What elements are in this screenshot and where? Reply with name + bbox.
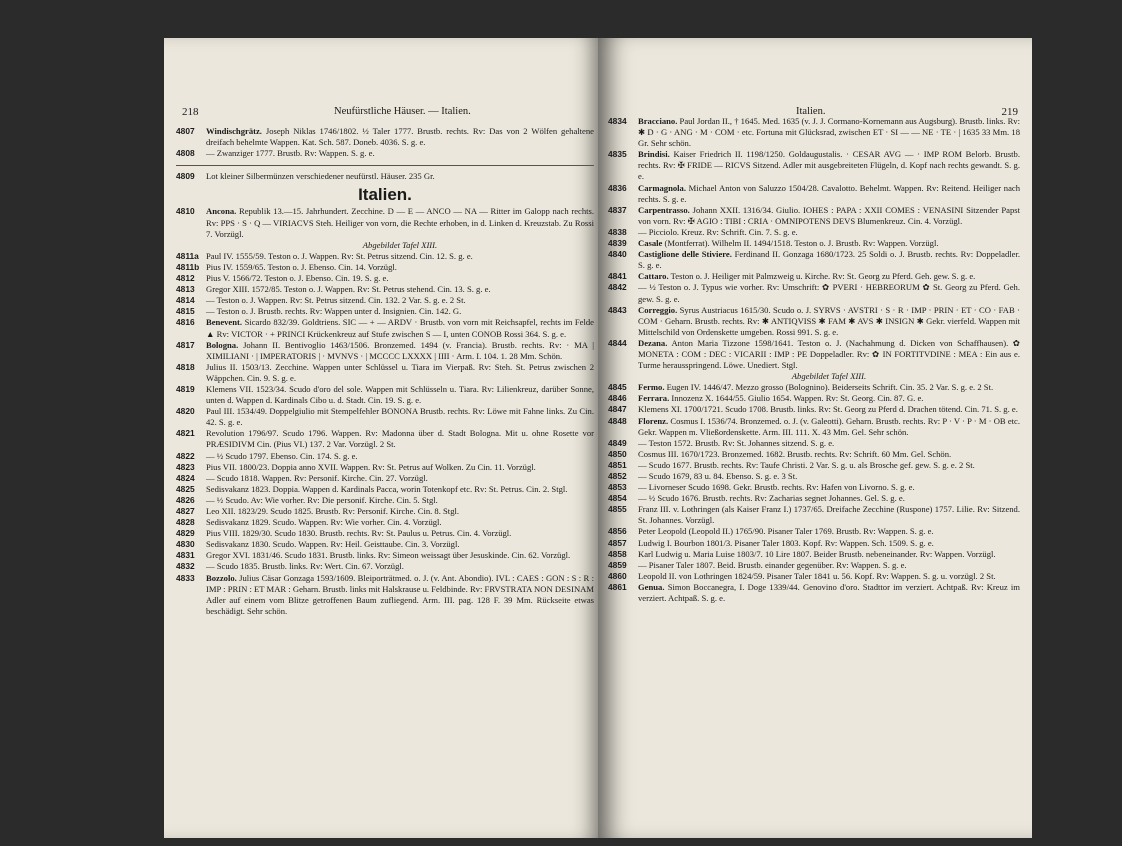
entry-text: Lot kleiner Silbermünzen verschiedener neufürstl. Häuser. 235 Gr. [206,171,435,182]
catalog-entry [608,271,1020,282]
catalog-entry [608,493,1020,504]
lot-number: 4824 [176,472,195,483]
lot-number: 4808 [176,148,195,159]
lot-number: 4816 [176,317,195,328]
right-page-number: 219 [1001,106,1018,118]
catalog-entry [176,284,594,295]
catalog-entry [608,338,1020,382]
catalog-entry [176,340,594,362]
lot-number: 4839 [608,238,627,249]
catalog-entry [176,306,594,317]
lot-number: 4832 [176,561,195,572]
entry-text: — Livorneser Scudo 1698. Gekr. Brustb. rechts. Rv: Hafen von Livorno. S. g. e. [638,482,915,493]
entry-text: Julius Cäsar Gonzaga 1593/1609. Bleiporträtmed. o. J. (v. Ant. Abondio). IVL : CAES : GON : S : R : IMP : PRIN : ET MAR : Geharn. Brustb. links mit Halskrause u. Feldbinde. Rv: FRVSTRATA NON DESINAM Adler auf einem vom Blitze getroffenen Baum zufliegend. Arm. III. pag. 128 F. 39 Mm. Rückseite etwas beschädigt. Sehr schön. [206,572,594,616]
lot-number: 4823 [176,461,195,472]
lot-number: 4813 [176,284,195,295]
catalog-entry [608,471,1020,482]
catalog-entry [176,528,594,539]
catalog-entry [176,206,594,250]
catalog-entry [176,561,594,572]
place-heading: Dezana. [638,337,668,348]
entry-text: Michael Anton von Saluzzo 1504/28. Cavalotto. Behelmt. Wappen. Rv: Reitend. Heiliger nach rechts. S. g. e. [638,182,1020,204]
lot-number: 4842 [608,282,627,293]
catalog-entry [608,382,1020,393]
entry-text: Joseph Niklas 1746/1802. ½ Taler 1777. Brustb. rechts. Rv: Das von 2 Wölfen gehaltene dreifach behelmte Wappen. Kat. Sch. 587. Doneb. 4036. S. g. e. [206,126,594,148]
catalog-entry [176,171,594,182]
place-heading: Bozzolo. [206,572,237,583]
lot-number: 4814 [176,295,195,306]
lot-number: 4855 [608,504,627,515]
entry-text: Paul III. 1534/49. Doppelgiulio mit Stempelfehler BONONA Brustb. rechts. Rv: Löwe mit Fahne links. Zu Cin. 42. S. g. e. [206,406,594,428]
left-page-number: 218 [182,106,199,118]
catalog-entry [176,273,594,284]
catalog-entry [176,384,594,406]
entry-text: — ½ Teston o. J. Typus wie vorher. Rv: Umschrift: ✿ PVERI · HEBREORUM ✿ St. Georg zu Pferd. Geh. gew. S. g. e. [638,282,1020,304]
entry-text: — ½ Scudo 1676. Brustb. rechts. Rv: Zacharias segnet Johannes. Gel. S. g. e. [638,493,905,504]
lot-number: 4856 [608,526,627,537]
catalog-entry [176,251,594,262]
catalog-entry [176,473,594,484]
entry-text: Sedisvakanz 1829. Scudo. Wappen. Rv: Wie vorher. Cin. 4. Vorzügl. [206,517,442,528]
entry-text: Eugen IV. 1446/47. Mezzo grosso (Bolognino). Beiderseits Schrift. Cin. 35. 2 Var. S. g. e. 2 St. [666,382,994,393]
place-heading: Carpentrasso. [638,204,690,215]
lot-number: 4859 [608,559,627,570]
entry-text: Karl Ludwig u. Maria Luise 1803/7. 10 Lire 1807. Beider Brustb. nebeneinander. Rv: Wappen. Vorzügl. [638,548,996,559]
place-heading: Casale [638,238,663,249]
catalog-entry [608,560,1020,571]
entry-text: Paul Jordan II., † 1645. Med. 1635 (v. J. J. Cormano-Kornemann aus Augsburg). Brustb. links. Rv: ✱ D · G · ANG · M · COM · etc. Fortuna mit Glücksrad, zwischen ET · SI — — NE · TE · | 1635 33 Mm. 18 Gr. Sehr schön. [638,116,1020,149]
right-entries [608,116,1020,604]
lot-number: 4835 [608,149,627,160]
lot-number: 4821 [176,428,195,439]
lot-number: 4848 [608,415,627,426]
catalog-entry [176,517,594,528]
lot-number: 4847 [608,404,627,415]
lot-number: 4857 [608,537,627,548]
catalog-entry [176,317,594,339]
catalog-entry [608,282,1020,304]
entry-text: — Teston o. J. Brustb. rechts. Rv: Wappen unter d. Insignien. Cin. 142. G. [206,306,462,317]
lot-number: 4826 [176,494,195,505]
place-heading: Genua. [638,581,665,592]
catalog-entry [176,462,594,473]
catalog-entry [176,550,594,561]
lot-number: 4807 [176,126,195,136]
lot-number: 4850 [608,448,627,459]
catalog-entry [176,428,594,450]
entry-text: — Pisaner Taler 1807. Beid. Brustb. einander gegenüber. Rv: Wappen. S. g. e. [638,559,907,570]
entry-text: Innozenz X. 1644/55. Giulio 1654. Wappen. Rv: St. Georg. Cin. 87. G. e. [671,393,924,404]
entry-text: Sedisvakanz 1830. Scudo. Wappen. Rv: Heil. Geisttaube. Cin. 3. Vorzügl. [206,539,460,550]
lot-number: 4811a [176,250,199,261]
lot-number: 4830 [176,539,195,550]
entry-text: — Scudo 1818. Wappen. Rv: Personif. Kirche. Cin. 27. Vorzügl. [206,472,428,483]
catalog-entry [608,305,1020,338]
entry-text: Gregor XVI. 1831/46. Scudo 1831. Brustb. links. Rv: Simeon weissagt über Jesuskinde. Cin. 62. Vorzügl. [206,550,571,561]
catalog-entry [176,148,594,159]
lot-number: 4843 [608,304,627,315]
catalog-entry [608,227,1020,238]
lot-number: 4810 [176,206,195,217]
entry-text: Cosmus III. 1670/1723. Bronzemed. 1682. Brustb. rechts. Rv: Schrift. 60 Mm. Gel. Schön. [638,448,952,459]
entry-text: Republik 13.—15. Jahrhundert. Zecchine. D — E — ANCO — NA — Ritter im Galopp nach rechts. Rv: PPS · S · Q — VIRIACVS Steh. Heiliger von vorn, die Rechte erhoben, in d. Linken d. Kreuzstab. Zu Rossi 7. Vorzügl. [206,206,594,239]
right-running-title: Italien. [796,106,826,117]
entry-text: Klemens VII. 1523/34. Scudo d'oro del sole. Wappen mit Schlüsseln u. Tiara. Rv: Lilienkreuz, darüber Sonne, unten d. Wappen d. Kardinals Cibo u. d. Stadt. Cin. 19. S. g. e. [206,383,594,406]
entry-text: Sicardo 832/39. Goldtriens. SIC — + — ARDV · Brustb. von vorn mit Reichsapfel, rechts im Felde ▲ Rv: VICTOR · + PRINCI Krückenkreuz auf Stufe zwischen S — I, unten CONOB Rossi 364. S. g. e. [206,317,594,339]
entry-text: — ½ Scudo 1797. Ebenso. Cin. 174. S. g. e. [206,450,358,461]
lot-number: 4846 [608,393,627,404]
catalog-entry [608,416,1020,438]
catalog-entry [608,460,1020,471]
catalog-entry [176,295,594,306]
entry-text: Pius IV. 1559/65. Teston o. J. Ebenso. Cin. 14. Vorzügl. [206,261,397,272]
catalog-entry [608,183,1020,205]
right-page [598,38,1032,838]
entry-text: Cosmus I. 1536/74. Bronzemed. o. J. (v. Galeotti). Geharn. Brustb. rechts. Rv: P · V · P · M · OB etc. Gekr. Wappen m. Vließordenskette. Arm. III. 111. X. 43 Mm. Gel. Sehr schön. [638,415,1020,437]
place-heading: Windischgrätz. [206,126,262,136]
entry-text: Julius II. 1503/13. Zecchine. Wappen unter Schlüssel u. Tiara im Vierpaß. Rv: Steh. St. Petrus zwischen 2 Wäppchen. Cin. 9. S. g. e. [206,361,594,383]
entry-text: Leopold II. von Lothringen 1824/59. Pisaner Taler 1841 u. 56. Kopf. Rv: Wappen. S. g. u. vorzügl. 2 St. [638,570,996,581]
catalog-entry [176,406,594,428]
lot-number: 4831 [176,550,195,561]
lot-number: 4844 [608,337,627,348]
entry-text: Leo XII. 1823/29. Scudo 1825. Brustb. Rv: Personif. Kirche. Cin. 8. Stgl. [206,506,460,516]
lot-number: 4822 [176,450,195,461]
plate-reference: Abgebildet Tafel XIII. [791,371,867,382]
entry-text: Kaiser Friedrich II. 1198/1250. Goldaugustalis. · CESAR AVG — · IMP ROM Belorb. Brustb. rechts. Rv: ✠ FRIDE — RICVS Sitzend. Adler mit ausgebreiteten Flügeln, d. Kopf nach rechts gewandt. S. g. e. [638,149,1020,182]
entry-text: — Teston 1572. Brustb. Rv: St. Johannes sitzend. S. g. e. [638,437,835,448]
catalog-entry [176,506,594,517]
lot-number: 4860 [608,570,627,581]
catalog-entry [176,539,594,550]
entry-text: — Teston o. J. Wappen. Rv: St. Petrus sitzend. Cin. 132. 2 Var. S. g. e. 2 St. [206,295,466,306]
place-heading: Brindisi. [638,149,670,160]
entry-text: Pius VIII. 1829/30. Scudo 1830. Brustb. rechts. Rv: St. Paulus u. Petrus. Cin. 4. Vorzügl. [206,528,512,539]
catalog-entry [608,582,1020,604]
lot-number: 4841 [608,271,627,282]
left-running-title: Neufürstliche Häuser. — Italien. [334,106,471,117]
left-entries-a [176,126,594,159]
lot-number: 4852 [608,471,627,481]
catalog-entry [176,262,594,273]
catalog-entry [608,116,1020,149]
entry-text: — Scudo 1835. Brustb. links. Rv: Wert. Cin. 67. Vorzügl. [206,561,404,572]
entry-text: Franz III. v. Lothringen (als Kaiser Franz I.) 1737/65. Dreifache Zecchine (Ruspone) 1757. Lilie. Rv: Sitzend. St. Johannes. Vorzügl. [638,504,1020,526]
place-heading: Castiglione delle Stiviere. [638,249,732,260]
lot-number: 4811b [176,261,200,272]
entry-text: — Zwanziger 1777. Brustb. Rv: Wappen. S. g. e. [206,148,375,159]
entry-text: Pius VII. 1800/23. Doppia anno XVII. Wappen. Rv: St. Petrus auf Wolken. Zu Cin. 11. Vorzügl. [206,461,536,472]
place-heading: Ferrara. [638,393,670,404]
place-heading: Correggio. [638,304,678,315]
catalog-entry [608,438,1020,449]
lot-number: 4819 [176,383,195,394]
lot-number: 4858 [608,548,627,559]
place-heading: Fermo. [638,382,665,393]
place-heading: Benevent. [206,317,243,328]
lot-number: 4849 [608,437,627,448]
lot-number: 4829 [176,528,195,539]
entry-text: Klemens XI. 1700/1721. Scudo 1708. Brustb. links. Rv: St. Georg zu Pferd d. Drachen tötend. Cin. 71. S. g. e. [638,404,1018,415]
lot-number: 4845 [608,382,627,393]
catalog-entry [608,504,1020,526]
lot-number: 4834 [608,116,627,126]
catalog-entry [176,126,594,148]
catalog-entry [608,571,1020,582]
catalog-entry [608,549,1020,560]
catalog-entry [608,404,1020,415]
catalog-entry [608,249,1020,271]
catalog-entry [608,238,1020,249]
plate-reference: Abgebildet Tafel XIII. [362,239,438,250]
catalog-entry [608,538,1020,549]
lot-number: 4838 [608,226,627,237]
entry-text: Johann XXII. 1316/34. Giulio. IOHES : PAPA : XXII COMES : VENASINI Sitzender Papst von vorn. Rv: ✠ AGIO : TIBI : CRIA · OMNIPOTENS DEVS Blumenkreuz. Cin. 4. Vorzügl. [638,204,1020,226]
place-heading: Bracciano. [638,116,678,126]
section-heading: Italien. [358,185,412,205]
place-heading: Cattaro. [638,271,669,282]
entry-text: — Picciolo. Kreuz. Rv: Schrift. Cin. 7. S. g. e. [638,226,798,237]
lot-number: 4853 [608,482,627,493]
lot-number: 4812 [176,273,195,284]
place-heading: Carmagnola. [638,182,686,193]
section-divider [176,165,594,166]
place-heading: Bologna. [206,339,239,350]
catalog-entry [176,451,594,462]
lot-number: 4851 [608,459,627,470]
catalog-entry [608,393,1020,404]
catalog-entry [176,495,594,506]
left-page [164,38,600,838]
lot-number: 4837 [608,204,627,215]
catalog-entry [176,484,594,495]
lot-number: 4809 [176,171,195,182]
entry-text: Paul IV. 1555/59. Teston o. J. Wappen. Rv: St. Petrus sitzend. Cin. 12. S. g. e. [206,250,473,261]
entry-text: Johann II. Bentivoglio 1463/1506. Bronzemed. 1494 (v. Francia). Brustb. rechts. Rv: · MA | XIMILIANI · | IMPERATORIS | · MVNVS · | MCCCC LXXXX | IIII · Arm. I. 104. 1. 28 Mm. Schön. [206,339,594,361]
entry-text: Pius V. 1566/72. Teston o. J. Ebenso. Cin. 19. S. g. e. [206,273,389,284]
catalog-entry [176,573,594,617]
entry-text: Teston o. J. Heiliger mit Palmzweig u. Kirche. Rv: St. Georg zu Pferd. Geh. gew. S. g. e. [670,271,976,282]
lot-number: 4827 [176,506,195,516]
lot-number: 4820 [176,406,195,417]
lot-number: 4825 [176,483,195,494]
lot-number: 4833 [176,572,195,583]
entry-text: — Scudo 1679, 83 u. 84. Ebenso. S. g. e. 3 St. [638,471,798,481]
place-heading: Ancona. [206,206,237,217]
entry-text: Simon Boccanegra, I. Doge 1339/44. Genovino d'oro. Stadttor im verziert. Achtpaß. Rv: Kreuz im verziert. Achtpaß. S. g. e. [638,581,1020,604]
lot-number: 4840 [608,249,627,260]
entry-text: — ½ Scudo. Av: Wie vorher. Rv: Die personif. Kirche. Cin. 5. Stgl. [206,494,438,505]
place-heading: Florenz. [638,415,669,426]
entry-text: Ferdinand II. Gonzaga 1680/1723. 25 Soldi o. J. Brustb. rechts. Rv: Doppeladler. S. g. e. [638,249,1020,271]
right-column [608,116,1020,604]
entry-text: Anton Maria Tizzone 1598/1641. Teston o. J. (Nachahmung d. Dicken von Schaffhausen). ✿ MONETA : COM : DEC : VICARII : IMP : PE Doppeladler. Rv: ✿ IN FORTITVDINE : MEA : Ein aus e. Turme herausspringend. Löwe. Unediert. Stgl. [638,337,1020,371]
entry-text: Sedisvakanz 1823. Doppia. Wappen d. Kardinals Pacca, worin Totenkopf etc. Rv: St. Petrus. Cin. 2. Stgl. [206,483,568,494]
entry-text: Revolution 1796/97. Scudo 1796. Wappen. Rv: Madonna über d. Stadt Bologna. Mit u. ohne Rosette vor PRÆSIDIVM Cin. (Pius VI.) 137. 2 Var. Vorzügl. 2 St. [206,428,594,450]
catalog-entry [608,205,1020,227]
catalog-entry [608,149,1020,182]
lot-number: 4854 [608,493,627,504]
lot-number: 4836 [608,182,627,193]
left-entries-b [176,171,594,182]
entry-text: Syrus Austriacus 1615/30. Scudo o. J. SYRVS · AVSTRI · S · R · IMP · PRIN · ET · CO · FAB · COM · Geharn. Brustb. rechts. Rv: ✱ ANTIQVISS ✱ FAM ✱ AVS ✱ INSIGN ✱ Gekr. vierfeld. Wappen mit Mittelschild von Ordenskette umgeben. Rossi 991. S. g. e. [638,304,1020,337]
entry-text: Gregor XIII. 1572/85. Teston o. J. Wappen. Rv: St. Petrus stehend. Cin. 13. S. g. e. [206,284,491,295]
entry-text: Ludwig I. Bourbon 1801/3. Pisaner Taler 1803. Kopf. Rv: Wappen. Sch. 1509. S. g. e. [638,537,934,548]
lot-number: 4828 [176,517,195,528]
catalog-entry [608,526,1020,537]
catalog-entry [608,482,1020,493]
lot-number: 4818 [176,361,195,372]
lot-number: 4815 [176,306,195,317]
entry-text: Peter Leopold (Leopold II.) 1765/90. Pisaner Taler 1769. Brustb. Rv: Wappen. S. g. e. [638,526,934,537]
entry-text: — Scudo 1677. Brustb. rechts. Rv: Taufe Christi. 2 Var. S. g. u. als Brosche gef. gew. S. g. e. 2 St. [638,459,975,470]
left-column [176,126,594,617]
catalog-entry [608,449,1020,460]
lot-number: 4861 [608,581,627,592]
left-entries-c [176,206,594,616]
entry-text: (Montferrat). Wilhelm II. 1494/1518. Teston o. J. Brustb. Rv: Wappen. Vorzügl. [664,238,939,249]
lot-number: 4817 [176,339,195,350]
catalog-entry [176,362,594,384]
